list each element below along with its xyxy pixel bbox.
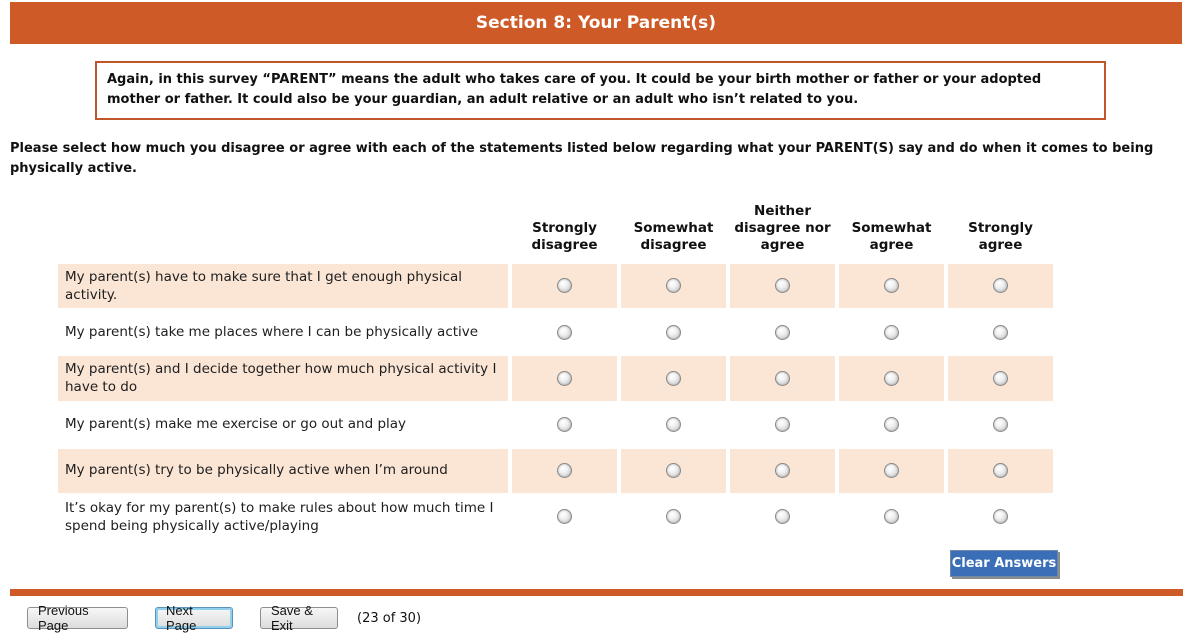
- column-header-strongly-agree: Strongly agree: [968, 219, 1033, 253]
- clear-answers-label: Clear Answers: [951, 556, 1057, 571]
- page-title: Section 8: Your Parent(s): [475, 13, 717, 33]
- radio-button-icon[interactable]: [666, 509, 681, 524]
- radio-button-icon[interactable]: [884, 417, 899, 432]
- radio-button-icon[interactable]: [557, 463, 572, 478]
- radio-cell-row5-col2[interactable]: [621, 449, 726, 493]
- radio-cell-row3-col2[interactable]: [621, 356, 726, 400]
- radio-cell-row3-col5[interactable]: [948, 356, 1053, 400]
- statement-row-3: My parent(s) and I decide together how much physical activity I have to do: [58, 356, 508, 400]
- radio-cell-row4-col5[interactable]: [948, 403, 1053, 447]
- radio-button-icon[interactable]: [666, 278, 681, 293]
- radio-cell-row1-col5[interactable]: [948, 264, 1053, 308]
- radio-button-icon[interactable]: [993, 325, 1008, 340]
- statement-row-4: My parent(s) make me exercise or go out and play: [65, 416, 407, 433]
- radio-button-icon[interactable]: [993, 278, 1008, 293]
- radio-button-icon[interactable]: [993, 463, 1008, 478]
- radio-cell-row2-col4[interactable]: [839, 310, 944, 354]
- notice-text: Again, in this survey “PARENT” means the adult who takes care of you. It could be your birth mother or father or your adopted mother or father. It could also be your guardian, an adult relative or an adult who isn’t related to you.: [107, 72, 1042, 108]
- radio-cell-row3-col1[interactable]: [512, 356, 617, 400]
- radio-cell-row1-col2[interactable]: [621, 264, 726, 308]
- radio-cell-row4-col1[interactable]: [512, 403, 617, 447]
- radio-button-icon[interactable]: [557, 371, 572, 386]
- radio-button-icon[interactable]: [775, 278, 790, 293]
- statement-row-1: My parent(s) have to make sure that I get enough physical activity.: [58, 264, 508, 308]
- save-exit-label: Save & Exit: [271, 603, 313, 633]
- radio-button-icon[interactable]: [993, 371, 1008, 386]
- radio-button-icon[interactable]: [557, 278, 572, 293]
- radio-button-icon[interactable]: [884, 463, 899, 478]
- parent-definition-notice: [95, 61, 1106, 120]
- radio-button-icon[interactable]: [775, 509, 790, 524]
- statement-row-5: My parent(s) try to be physically active when I’m around: [58, 449, 508, 493]
- previous-page-button[interactable]: [27, 603, 128, 633]
- statement-row-6: It’s okay for my parent(s) to make rules about how much time I spend being physically active/playing: [65, 499, 494, 534]
- radio-button-icon[interactable]: [775, 417, 790, 432]
- radio-cell-row1-col4[interactable]: [839, 264, 944, 308]
- column-header-somewhat-disagree: Somewhat disagree: [633, 219, 714, 253]
- radio-cell-row2-col1[interactable]: [512, 310, 617, 354]
- instruction-text: Please select how much you disagree or agree with each of the statements listed below regarding what your PARENT(S) say and do when it comes to being physically active.: [10, 141, 1154, 176]
- radio-cell-row1-col1[interactable]: [512, 264, 617, 308]
- radio-button-icon[interactable]: [775, 463, 790, 478]
- radio-button-icon[interactable]: [666, 325, 681, 340]
- radio-cell-row3-col4[interactable]: [839, 356, 944, 400]
- statement-column-spacer: [58, 203, 508, 262]
- radio-cell-row2-col2[interactable]: [621, 310, 726, 354]
- previous-page-label: Previous Page: [38, 603, 89, 633]
- question-instruction: [10, 139, 1160, 178]
- radio-button-icon[interactable]: [775, 325, 790, 340]
- radio-button-icon[interactable]: [666, 463, 681, 478]
- radio-cell-row4-col3[interactable]: [730, 403, 835, 447]
- radio-cell-row6-col3[interactable]: [730, 495, 835, 539]
- radio-button-icon[interactable]: [884, 278, 899, 293]
- radio-cell-row3-col3[interactable]: [730, 356, 835, 400]
- radio-cell-row6-col4[interactable]: [839, 495, 944, 539]
- radio-button-icon[interactable]: [557, 325, 572, 340]
- footer-separator-rule: [10, 589, 1183, 596]
- column-header-somewhat-agree: Somewhat agree: [851, 219, 932, 253]
- radio-button-icon[interactable]: [884, 371, 899, 386]
- radio-cell-row6-col5[interactable]: [948, 495, 1053, 539]
- radio-cell-row6-col2[interactable]: [621, 495, 726, 539]
- radio-cell-row2-col3[interactable]: [730, 310, 835, 354]
- radio-cell-row5-col3[interactable]: [730, 449, 835, 493]
- next-page-button[interactable]: [155, 603, 233, 633]
- likert-matrix: [58, 203, 1053, 539]
- section-header-bar: [10, 2, 1182, 44]
- radio-button-icon[interactable]: [557, 417, 572, 432]
- radio-cell-row5-col4[interactable]: [839, 449, 944, 493]
- radio-button-icon[interactable]: [557, 509, 572, 524]
- clear-answers-button[interactable]: [950, 550, 1058, 577]
- save-exit-button[interactable]: [260, 603, 338, 633]
- page-indicator: (23 of 30): [357, 611, 422, 626]
- radio-cell-row1-col3[interactable]: [730, 264, 835, 308]
- next-page-label: Next Page: [166, 603, 197, 633]
- statement-row-2: My parent(s) take me places where I can be physically active: [65, 323, 479, 340]
- radio-cell-row6-col1[interactable]: [512, 495, 617, 539]
- column-header-strongly-disagree: Strongly disagree: [531, 219, 598, 253]
- radio-cell-row4-col2[interactable]: [621, 403, 726, 447]
- radio-cell-row4-col4[interactable]: [839, 403, 944, 447]
- radio-button-icon[interactable]: [884, 325, 899, 340]
- radio-button-icon[interactable]: [666, 371, 681, 386]
- column-header-neither: Neither disagree nor agree: [734, 203, 831, 253]
- radio-cell-row5-col5[interactable]: [948, 449, 1053, 493]
- radio-cell-row5-col1[interactable]: [512, 449, 617, 493]
- radio-button-icon[interactable]: [993, 509, 1008, 524]
- radio-button-icon[interactable]: [884, 509, 899, 524]
- radio-cell-row2-col5[interactable]: [948, 310, 1053, 354]
- radio-button-icon[interactable]: [666, 417, 681, 432]
- radio-button-icon[interactable]: [993, 417, 1008, 432]
- radio-button-icon[interactable]: [775, 371, 790, 386]
